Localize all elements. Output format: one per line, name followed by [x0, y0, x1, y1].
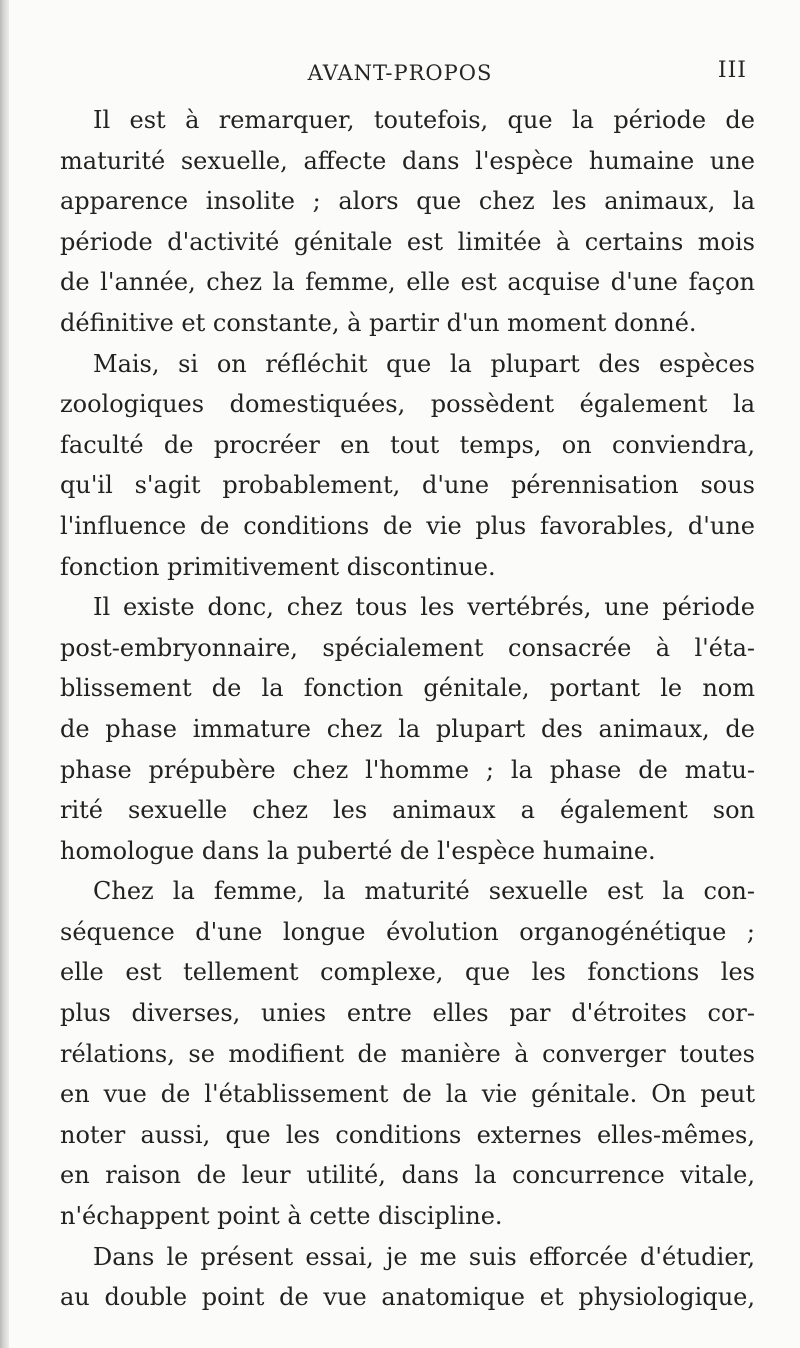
text-line: fonction primitivement discontinue.	[60, 552, 496, 581]
text-line: post-embryonnaire, spécialement consacrée à l'éta-	[60, 633, 755, 662]
text-line: en vue de l'établissement de la vie génitale. On peut	[60, 1080, 755, 1109]
text-line: Dans le présent essai, je me suis efforcée d'étudier,	[93, 1242, 755, 1271]
text-line: homologue dans la puberté de l'espèce humaine.	[60, 836, 656, 865]
text-line: noter aussi, que les conditions externes elles-mêmes,	[60, 1120, 755, 1149]
text-line: Il existe donc, chez tous les vertébrés, une période	[93, 593, 755, 622]
text-line: n'échappent point à cette discipline.	[60, 1202, 503, 1231]
text-line: blissement de la fonction génitale, portant le nom	[60, 674, 755, 703]
text-line: zoologiques domestiquées, possèdent également la	[60, 390, 755, 419]
text-line: rité sexuelle chez les animaux a également son	[60, 796, 755, 825]
running-head: AVANT-PROPOS	[307, 61, 493, 85]
body-text	[60, 100, 755, 1318]
text-line: en raison de leur utilité, dans la concurrence vitale,	[60, 1161, 755, 1190]
binding-edge	[0, 0, 9, 1348]
text-line: Mais, si on réfléchit que la plupart des espèces	[93, 349, 755, 378]
text-line: période d'activité génitale est limitée à certains mois	[60, 227, 755, 256]
page-header	[0, 58, 800, 92]
text-line: maturité sexuelle, affecte dans l'espèce humaine une	[60, 146, 755, 175]
text-line: Chez la femme, la maturité sexuelle est la con-	[93, 877, 755, 906]
text-line: définitive et constante, à partir d'un moment donné.	[60, 308, 697, 337]
text-line: de phase immature chez la plupart des animaux, de	[60, 714, 755, 743]
text-line: plus diverses, unies entre elles par d'étroites cor-	[60, 999, 755, 1028]
text-line: rélations, se modifient de manière à converger toutes	[60, 1039, 755, 1068]
text-line: séquence d'une longue évolution organogénétique ;	[60, 917, 755, 946]
text-line: phase prépubère chez l'homme ; la phase de matu-	[60, 755, 755, 784]
text-line: de l'année, chez la femme, elle est acquise d'une façon	[60, 268, 755, 297]
text-line: au double point de vue anatomique et physiologique,	[60, 1283, 755, 1312]
text-line: l'influence de conditions de vie plus favorables, d'une	[60, 511, 755, 540]
text-line: apparence insolite ; alors que chez les animaux, la	[60, 187, 755, 216]
text-line: Il est à remarquer, toutefois, que la période de	[93, 106, 755, 134]
text-line: elle est tellement complexe, que les fonctions les	[60, 958, 755, 987]
text-line: qu'il s'agit probablement, d'une pérennisation sous	[60, 471, 755, 500]
text-line: faculté de procréer en tout temps, on conviendra,	[60, 430, 755, 459]
page-number: III	[717, 58, 747, 83]
